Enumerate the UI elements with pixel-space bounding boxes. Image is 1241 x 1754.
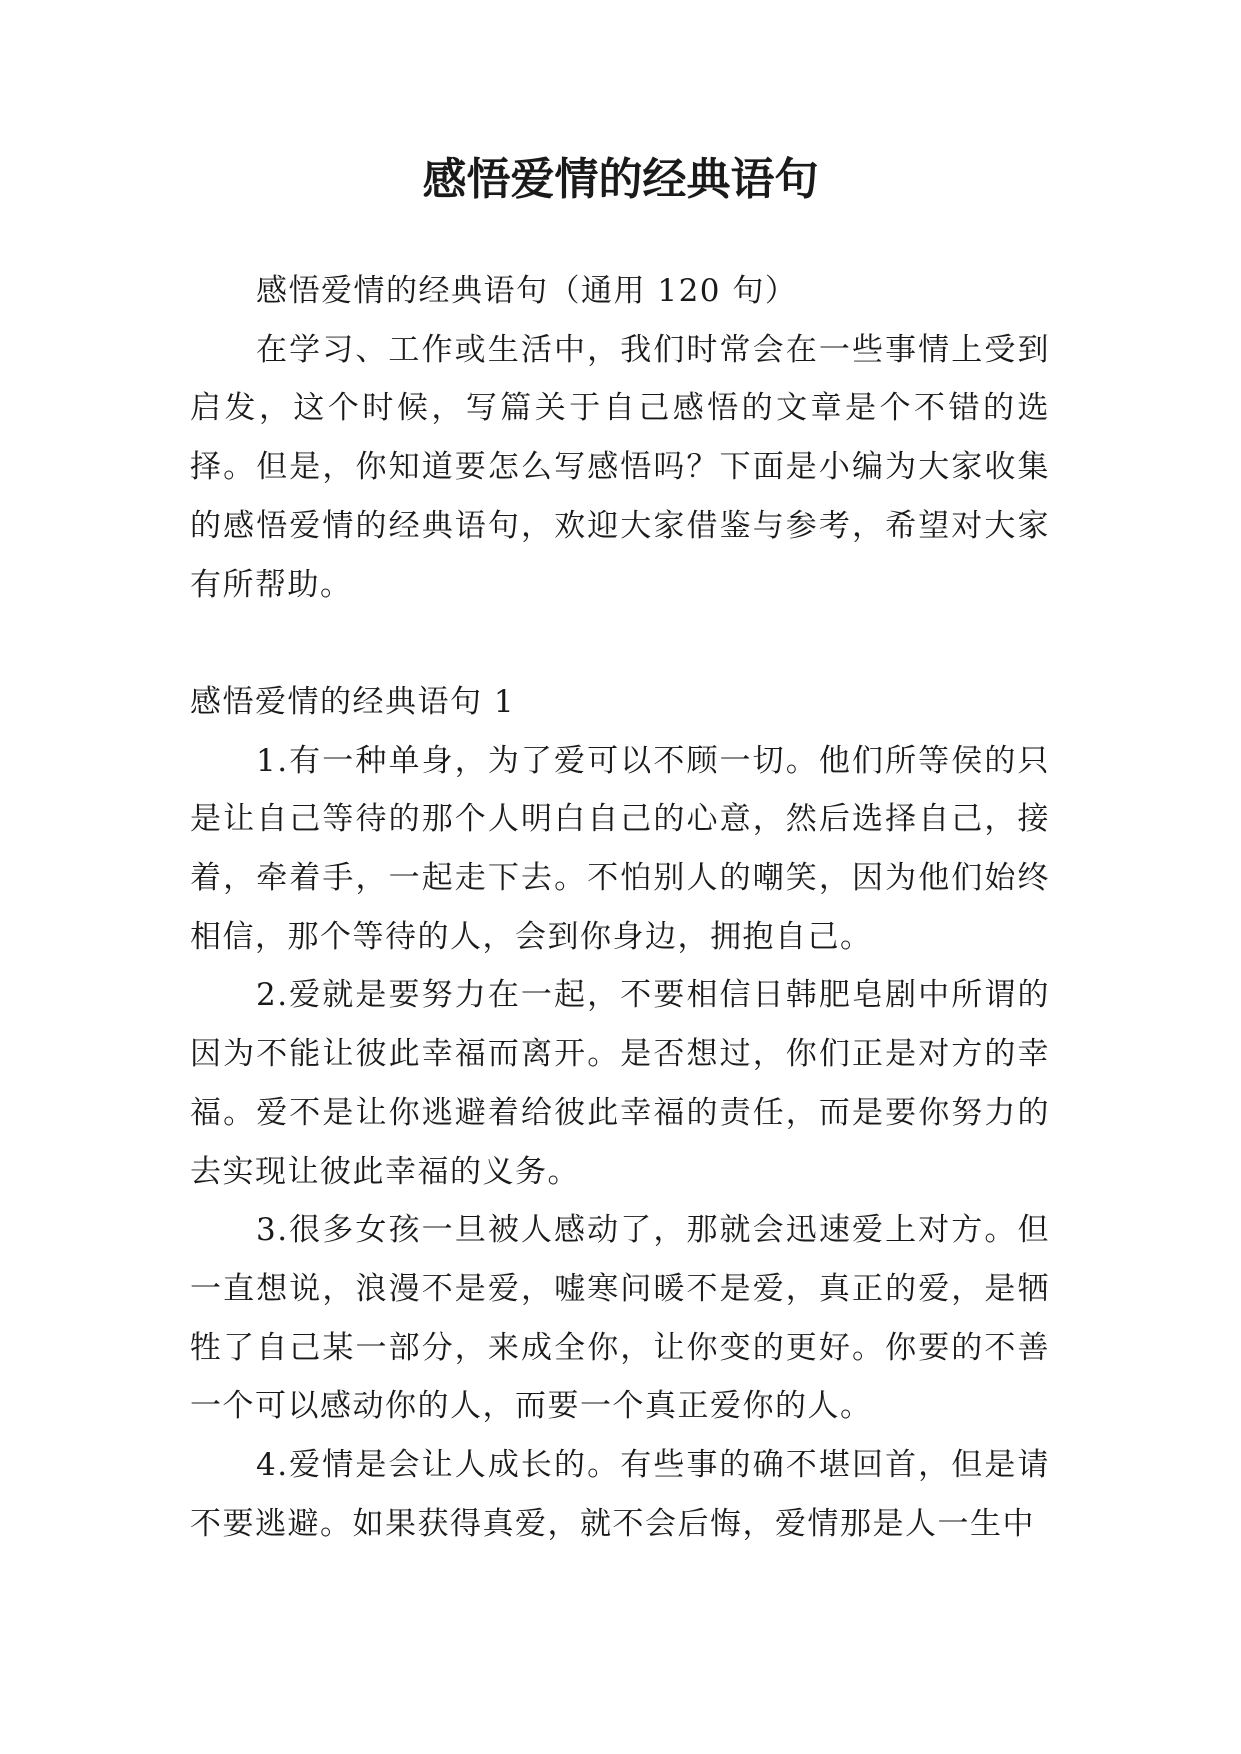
document-body [190,262,1050,1553]
paragraph-gap [190,614,1050,673]
document-title: 感悟爱情的经典语句 [422,154,819,205]
section-heading: 感悟爱情的经典语句 1 [190,683,516,720]
intro-paragraph: 在学习、工作或生活中，我们时常会在一些事情上受到启发，这个时候，写篇关于自己感悟的文章是个不错的选择。但是，你知道要怎么写感悟吗？下面是小编为大家收集的感悟爱情的经典语句，欢迎大家借鉴与参考，希望对大家有所帮助。 [190,331,1050,603]
quote-item-1: 1.有一种单身，为了爱可以不顾一切。他们所等侯的只是让自己等待的那个人明白自己的心意，然后选择自己，接着，牵着手，一起走下去。不怕别人的嘲笑，因为他们始终相信，那个等待的人，会到你身边，拥抱自己。 [190,742,1050,955]
quote-item-2: 2.爱就是要努力在一起，不要相信日韩肥皂剧中所谓的因为不能让彼此幸福而离开。是否想过，你们正是对方的幸福。爱不是让你逃避着给彼此幸福的责任，而是要你努力的去实现让彼此幸福的义务。 [190,977,1050,1190]
quote-item-3: 3.很多女孩一旦被人感动了，那就会迅速爱上对方。但一直想说，浪漫不是爱，嘘寒问暖不是爱，真正的爱，是牺牲了自己某一部分，来成全你，让你变的更好。你要的不善一个可以感动你的人，而要一个真正爱你的人。 [190,1212,1050,1425]
quote-item-4: 4.爱情是会让人成长的。有些事的确不堪回首，但是请不要逃避。如果获得真爱，就不会后悔，爱情那是人一生中 [190,1447,1050,1542]
document-subtitle: 感悟爱情的经典语句（通用 120 句） [256,273,798,309]
